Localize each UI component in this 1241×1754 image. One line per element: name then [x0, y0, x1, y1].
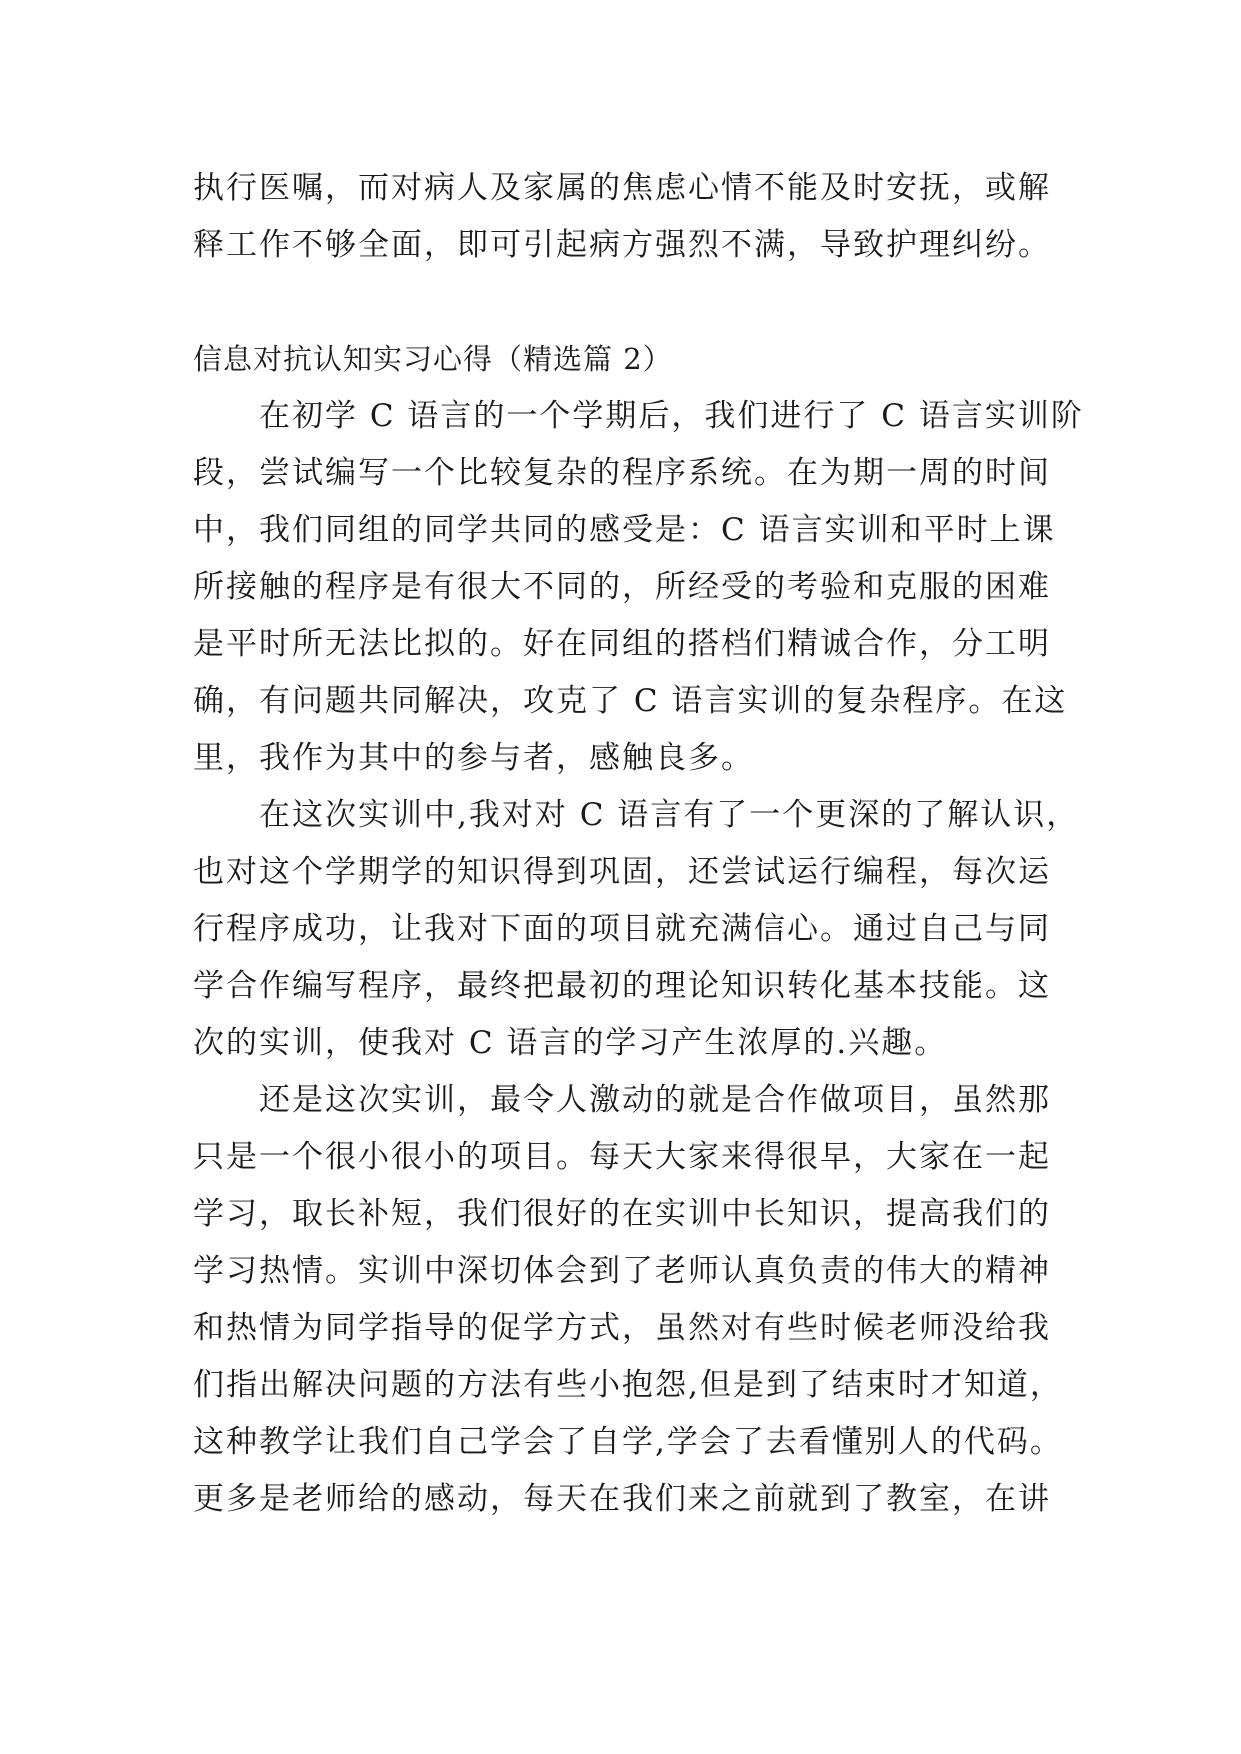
text-line: 在初学 C 语言的一个学期后，我们进行了 C 语言实训阶 [259, 398, 1084, 434]
body-paragraph-2 [193, 787, 1080, 1072]
section-heading: 信息对抗认知实习心得（精选篇 2） [193, 342, 673, 376]
text-line: 只是一个很小很小的项目。每天大家来得很早，大家在一起 [193, 1139, 1051, 1175]
text-line: 行程序成功，让我对下面的项目就充满信心。通过自己与同 [193, 911, 1051, 947]
body-paragraph-3 [193, 1072, 1063, 1528]
text-line: 更多是老师给的感动，每天在我们来之前就到了教室，在讲 [193, 1481, 1051, 1517]
text-line: 学合作编写程序，最终把最初的理论知识转化基本技能。这 [193, 968, 1051, 1004]
text-line: 还是这次实训，最令人激动的就是合作做项目，虽然那 [259, 1082, 1051, 1118]
text-line: 学习，取长补短，我们很好的在实训中长知识，提高我们的 [193, 1196, 1051, 1232]
intro-paragraph [193, 160, 1053, 274]
text-line: 确，有问题共同解决，攻克了 C 语言实训的复杂程序。在这 [193, 683, 1068, 719]
text-line: 执行医嘱，而对病人及家属的焦虑心情不能及时安抚，或解 [193, 170, 1051, 206]
text-line: 段，尝试编写一个比较复杂的程序系统。在为期一周的时间 [193, 455, 1051, 491]
text-line: 里，我作为其中的参与者，感触良多。 [193, 740, 754, 776]
text-line: 们指出解决问题的方法有些小抱怨,但是到了结束时才知道， [193, 1367, 1063, 1403]
text-line: 和热情为同学指导的促学方式，虽然对有些时候老师没给我 [193, 1310, 1051, 1346]
text-line: 所接触的程序是有很大不同的，所经受的考验和克服的困难 [193, 569, 1051, 605]
text-line: 这种教学让我们自己学会了自学,学会了去看懂别人的代码。 [193, 1424, 1063, 1460]
text-line: 释工作不够全面，即可引起病方强烈不满，导致护理纠纷。 [193, 227, 1051, 263]
document-body [193, 160, 1084, 1528]
text-line: 学习热情。实训中深切体会到了老师认真负责的伟大的精神 [193, 1253, 1051, 1289]
text-line: 是平时所无法比拟的。好在同组的搭档们精诚合作，分工明 [193, 626, 1051, 662]
body-paragraph-1 [193, 388, 1084, 787]
text-line: 也对这个学期学的知识得到巩固，还尝试运行编程，每次运 [193, 854, 1051, 890]
text-line: 次的实训，使我对 C 语言的学习产生浓厚的.兴趣。 [193, 1025, 948, 1061]
text-line: 在这次实训中,我对对 C 语言有了一个更深的了解认识， [259, 797, 1080, 833]
text-line: 中，我们同组的同学共同的感受是：C 语言实训和平时上课 [193, 512, 1056, 548]
